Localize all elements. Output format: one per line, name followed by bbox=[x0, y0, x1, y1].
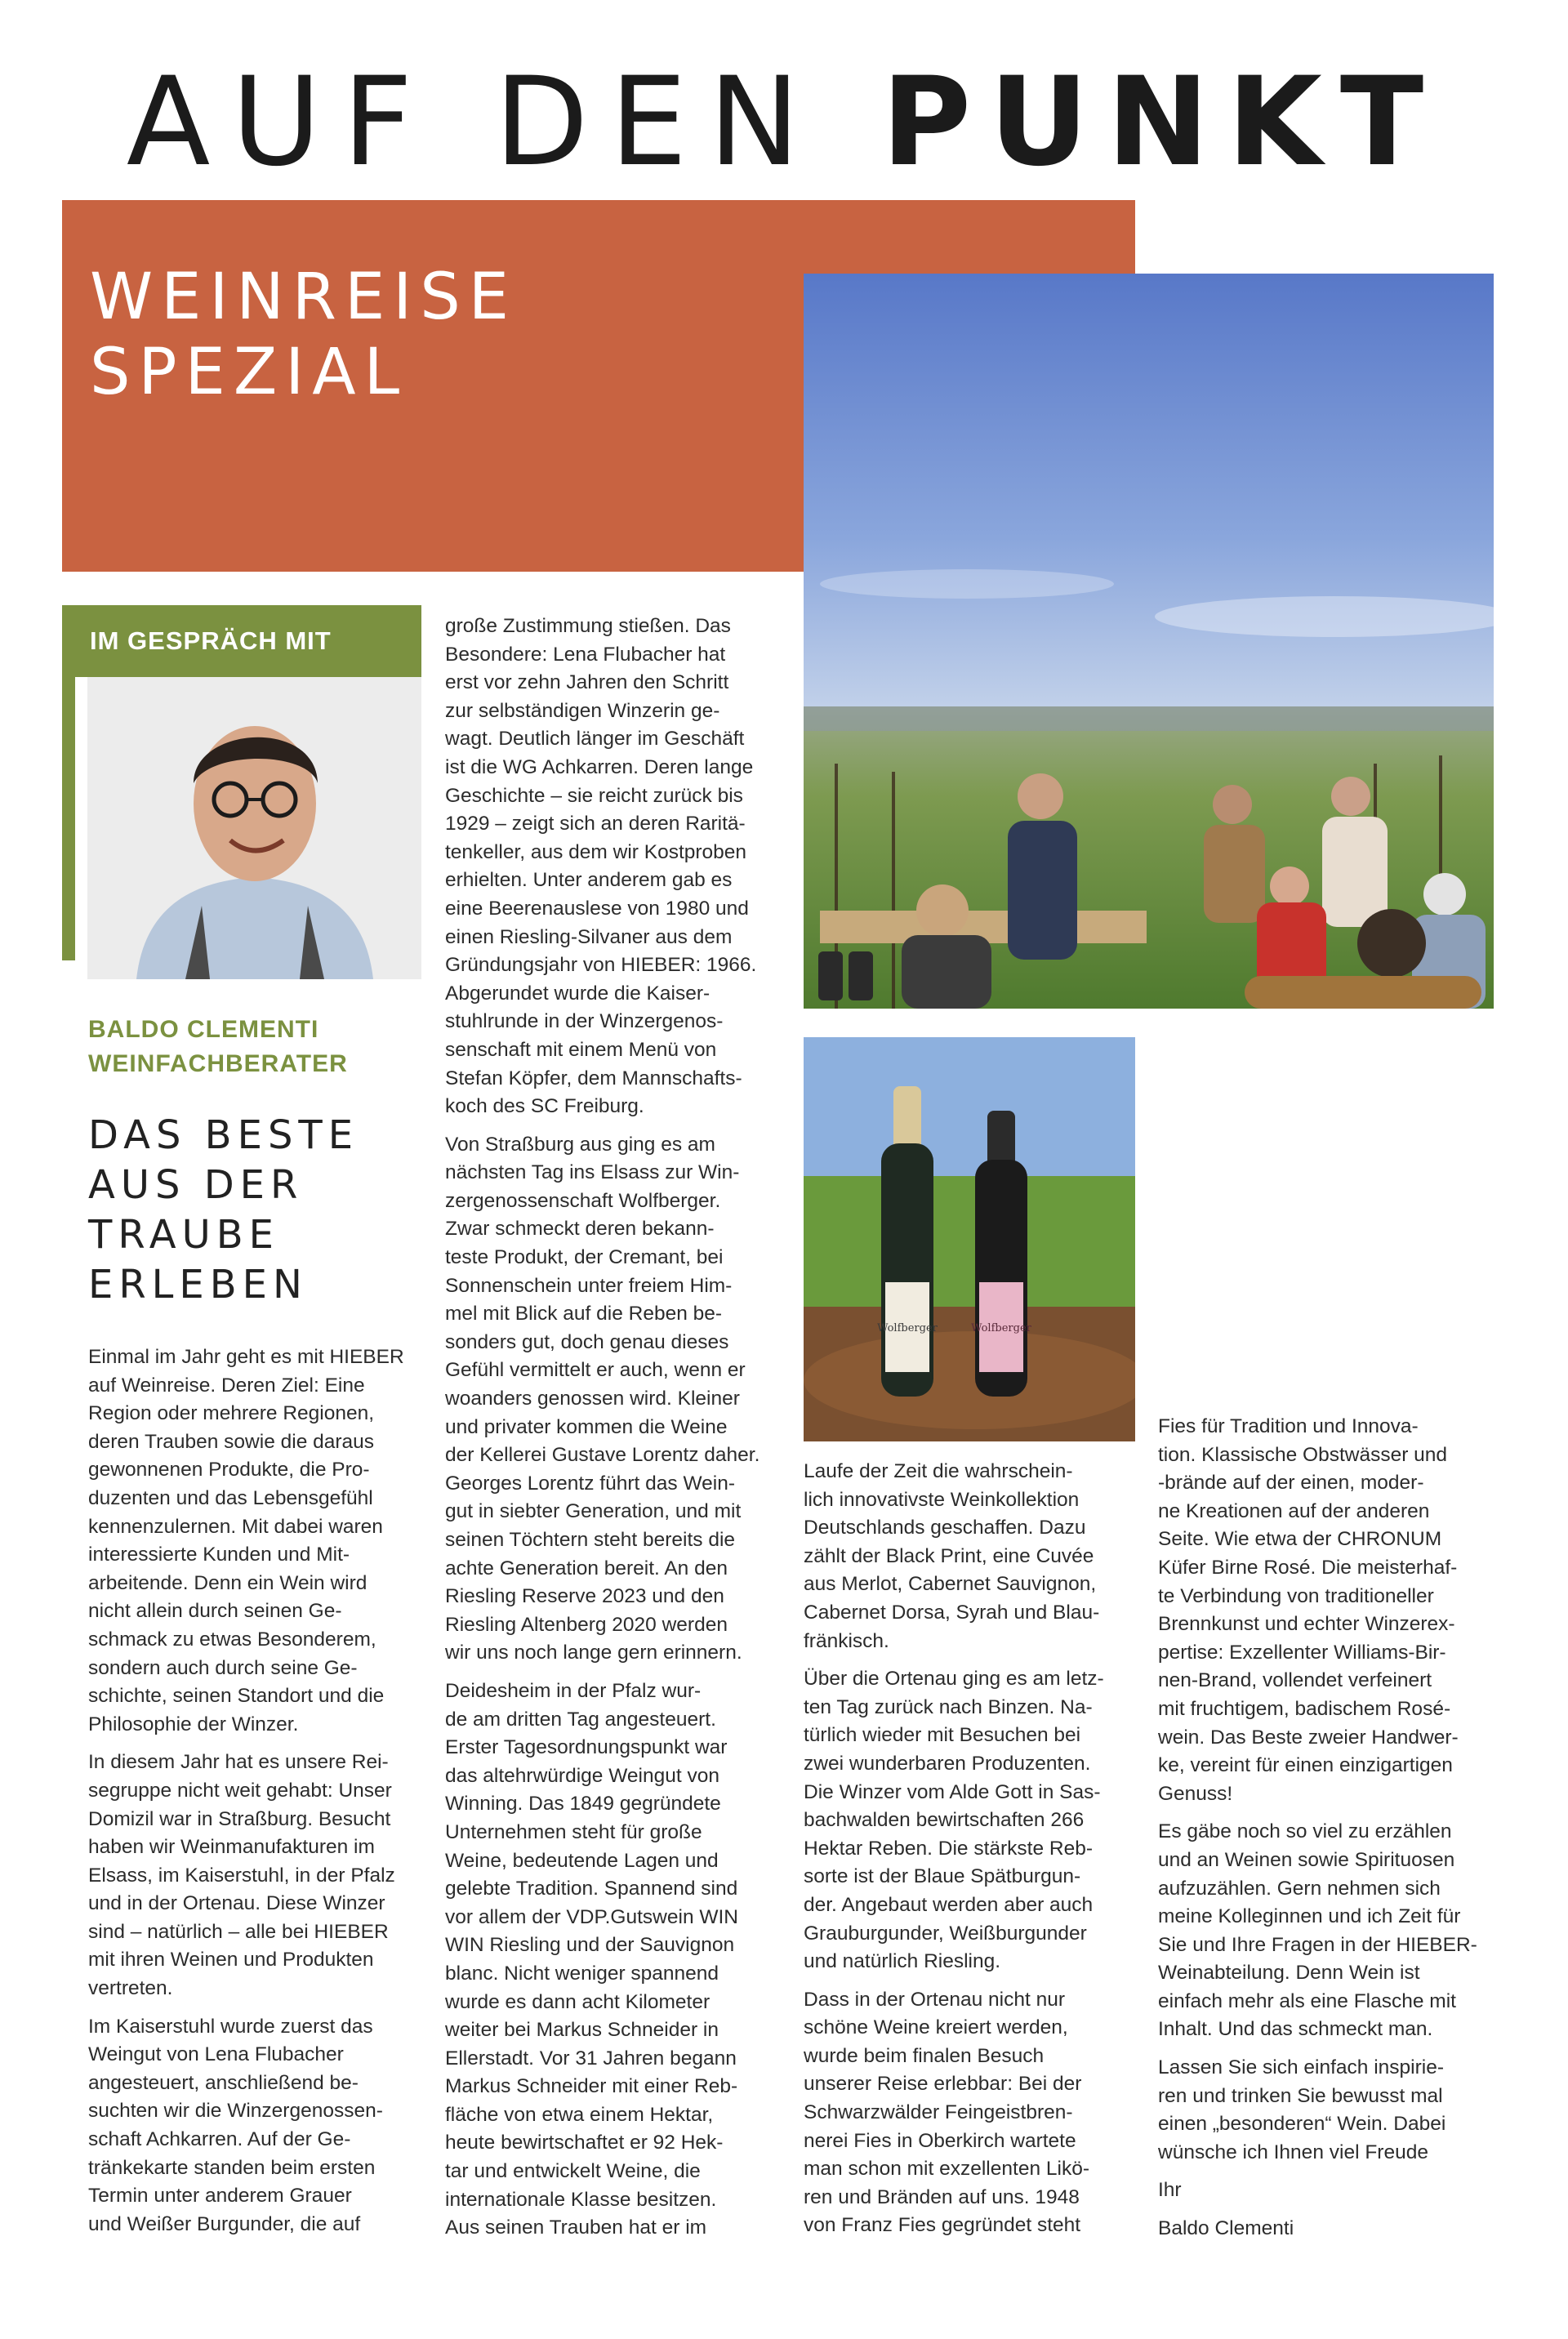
article-line: Erster Tagesordnungspunkt war bbox=[445, 1736, 728, 1759]
article-line: de am dritten Tag angesteuert. bbox=[445, 1708, 716, 1731]
article-line: meine Kolleginnen und ich Zeit für bbox=[1158, 1905, 1461, 1928]
article-line: wurde es dann acht Kilometer bbox=[445, 1990, 710, 2013]
article-line: ist die WG Achkarren. Deren lange bbox=[445, 755, 754, 778]
article-paragraph bbox=[88, 1343, 431, 1739]
article-paragraph bbox=[445, 613, 788, 1121]
article-line: schaft Achkarren. Auf der Ge- bbox=[88, 2128, 351, 2151]
article-line: Baldo Clementi bbox=[1158, 2217, 1294, 2240]
article-column-1 bbox=[88, 1343, 431, 2248]
article-line: wein. Das Beste zweier Handwer- bbox=[1158, 1726, 1459, 1749]
headline-line1: DAS BESTE bbox=[88, 1112, 359, 1158]
article-line: Weine, bedeutende Lagen und bbox=[445, 1849, 719, 1872]
article-line: Deutschlands geschaffen. Dazu bbox=[804, 1517, 1086, 1539]
article-line: mit fruchtigem, badischem Rosé- bbox=[1158, 1697, 1451, 1720]
article-paragraph bbox=[88, 1749, 431, 2003]
article-line: der. Angebaut werden aber auch bbox=[804, 1893, 1094, 1916]
article-paragraph bbox=[445, 1131, 788, 1668]
article-line: lich innovativste Weinkollektion bbox=[804, 1488, 1080, 1511]
article-line: Es gäbe noch so viel zu erzählen bbox=[1158, 1820, 1452, 1843]
article-line: einfach mehr als eine Flasche mit bbox=[1158, 1989, 1456, 2012]
article-line: von Franz Fies gegründet steht bbox=[804, 2214, 1081, 2237]
article-line: ren und trinken Sie bewusst mal bbox=[1158, 2084, 1443, 2107]
article-line: Markus Schneider mit einer Reb- bbox=[445, 2075, 738, 2098]
article-line: nerei Fies in Oberkirch wartete bbox=[804, 2129, 1076, 2152]
article-line: sonders gut, doch genau dieses bbox=[445, 1330, 729, 1353]
article-line: sorte ist der Blaue Spätburgun- bbox=[804, 1865, 1081, 1888]
headline-line4: ERLEBEN bbox=[88, 1262, 308, 1308]
article-column-3 bbox=[804, 1458, 1138, 2250]
article-line: und privater kommen die Weine bbox=[445, 1415, 728, 1438]
article-line: ten Tag zurück nach Binzen. Na- bbox=[804, 1695, 1093, 1718]
article-paragraph bbox=[804, 1986, 1138, 2240]
article-line: und Weißer Burgunder, die auf bbox=[88, 2212, 361, 2235]
article-line: Termin unter anderem Grauer bbox=[88, 2185, 352, 2208]
article-line: Weingut von Lena Flubacher bbox=[88, 2043, 344, 2066]
article-paragraph bbox=[88, 2013, 431, 2239]
article-line: Elsass, im Kaiserstuhl, in der Pfalz bbox=[88, 1864, 395, 1887]
article-paragraph bbox=[1158, 2054, 1501, 2167]
article-line: erhielten. Unter anderem gab es bbox=[445, 869, 733, 892]
article-line: Schwarzwälder Feingeistbren- bbox=[804, 2101, 1073, 2124]
article-line: Von Straßburg aus ging es am bbox=[445, 1133, 715, 1156]
article-line: vertreten. bbox=[88, 1977, 173, 2000]
article-line: gewonnenen Produkte, die Pro- bbox=[88, 1459, 370, 1481]
article-line: duzenten und das Lebensgefühl bbox=[88, 1486, 373, 1509]
article-line: arbeitende. Denn ein Wein wird bbox=[88, 1571, 368, 1594]
bottle-left-label: Wolfberger bbox=[877, 1322, 938, 1334]
article-line: Laufe der Zeit die wahrschein- bbox=[804, 1460, 1073, 1482]
article-line: angesteuert, anschließend be- bbox=[88, 2071, 359, 2094]
article-paragraph bbox=[1158, 1413, 1501, 1808]
article-line: zur selbständigen Winzerin ge- bbox=[445, 699, 720, 722]
masthead bbox=[0, 45, 1568, 200]
article-line: der Kellerei Gustave Lorentz daher. bbox=[445, 1444, 760, 1467]
article-line: koch des SC Freiburg. bbox=[445, 1095, 644, 1118]
article-line: wünsche ich Ihnen viel Freude bbox=[1158, 2141, 1428, 2163]
article-line: ne Kreationen auf der anderen bbox=[1158, 1499, 1430, 1522]
article-line: Seite. Wie etwa der CHRONUM bbox=[1158, 1528, 1442, 1551]
author-block bbox=[88, 1013, 348, 1081]
article-line: Deidesheim in der Pfalz wur- bbox=[445, 1679, 702, 1702]
article-line: auf Weinreise. Deren Ziel: Eine bbox=[88, 1374, 365, 1397]
article-line: schöne Weine kreiert werden, bbox=[804, 2016, 1068, 2039]
article-line: Dass in der Ortenau nicht nur bbox=[804, 1988, 1066, 2011]
article-line: und in der Ortenau. Diese Winzer bbox=[88, 1892, 385, 1915]
article-line: woanders genossen wird. Kleiner bbox=[445, 1388, 740, 1410]
article-line: Stefan Köpfer, dem Mannschafts- bbox=[445, 1067, 742, 1089]
article-line: haben wir Weinmanufakturen im bbox=[88, 1836, 375, 1859]
article-line: Einmal im Jahr geht es mit HIEBER bbox=[88, 1346, 404, 1368]
article-line: wurde beim finalen Besuch bbox=[804, 2044, 1045, 2067]
article-line: Genuss! bbox=[1158, 1782, 1233, 1805]
article-line: Aus seinen Trauben hat er im bbox=[445, 2216, 707, 2239]
article-line: interessierte Kunden und Mit- bbox=[88, 1544, 350, 1566]
section-title-line2: SPEZIAL bbox=[90, 336, 408, 409]
article-line: nicht allein durch seinen Ge- bbox=[88, 1600, 342, 1623]
article-line: Hektar Reben. Die stärkste Reb- bbox=[804, 1837, 1094, 1860]
article-line: Georges Lorentz führt das Wein- bbox=[445, 1472, 735, 1495]
headline-line3: TRAUBE bbox=[88, 1212, 279, 1258]
article-line: kennenzulernen. Mit dabei waren bbox=[88, 1515, 383, 1538]
article-line: und an Weinen sowie Spirituosen bbox=[1158, 1848, 1455, 1871]
article-line: pertise: Exzellenter Williams-Bir- bbox=[1158, 1641, 1446, 1664]
article-line: Im Kaiserstuhl wurde zuerst das bbox=[88, 2015, 373, 2038]
article-line: und natürlich Riesling. bbox=[804, 1950, 1001, 1973]
article-line: fläche von etwa einem Hektar, bbox=[445, 2103, 714, 2126]
article-line: mel mit Blick auf die Reben be- bbox=[445, 1303, 723, 1325]
masthead-part1: AUF DEN bbox=[126, 51, 822, 194]
article-line: zergenossenschaft Wolfberger. bbox=[445, 1189, 721, 1212]
article-line: teste Produkt, der Cremant, bei bbox=[445, 1246, 724, 1269]
article-line: Sie und Ihre Fragen in der HIEBER- bbox=[1158, 1933, 1477, 1956]
article-line: mit ihren Weinen und Produkten bbox=[88, 1949, 374, 1971]
article-line: Gründungsjahr von HIEBER: 1966. bbox=[445, 954, 757, 977]
article-paragraph bbox=[1158, 2215, 1501, 2243]
article-line: Region oder mehrere Regionen, bbox=[88, 1402, 375, 1425]
article-line: türlich wieder mit Besuchen bei bbox=[804, 1724, 1081, 1747]
article-line: Riesling Altenberg 2020 werden bbox=[445, 1613, 728, 1636]
article-line: Die Winzer vom Alde Gott in Sas- bbox=[804, 1780, 1101, 1803]
article-line: vor allem der VDP.Gutswein WIN bbox=[445, 1905, 738, 1928]
article-line: In diesem Jahr hat es unsere Rei- bbox=[88, 1751, 389, 1774]
article-headline bbox=[88, 1111, 359, 1310]
article-line: Weinabteilung. Denn Wein ist bbox=[1158, 1962, 1420, 1985]
article-line: Philosophie der Winzer. bbox=[88, 1713, 299, 1735]
article-line: seinen Töchtern steht bereits die bbox=[445, 1529, 736, 1551]
article-line: schmack zu etwas Besonderem, bbox=[88, 1628, 376, 1651]
article-column-4 bbox=[1158, 1413, 1501, 2253]
article-line: Brennkunst und echter Winzerex- bbox=[1158, 1613, 1455, 1636]
article-line: ren und Bränden auf uns. 1948 bbox=[804, 2185, 1080, 2208]
article-line: deren Trauben sowie die daraus bbox=[88, 1430, 375, 1453]
interview-label: IM GESPRÄCH MIT bbox=[90, 626, 332, 655]
article-line: segruppe nicht weit gehabt: Unser bbox=[88, 1779, 392, 1802]
article-line: Abgerundet wurde die Kaiser- bbox=[445, 982, 710, 1005]
article-line: zählt der Black Print, eine Cuvée bbox=[804, 1544, 1094, 1567]
article-paragraph bbox=[804, 1458, 1138, 1655]
article-line: nen-Brand, vollendet verfeinert bbox=[1158, 1669, 1432, 1692]
article-line: Lassen Sie sich einfach inspirie- bbox=[1158, 2056, 1444, 2079]
article-line: man schon mit exzellenten Likö- bbox=[804, 2158, 1089, 2181]
article-column-2 bbox=[445, 613, 788, 2252]
vineyard-group-photo bbox=[804, 274, 1494, 1009]
article-line: eine Beerenauslese von 1980 und bbox=[445, 897, 749, 920]
article-line: unserer Reise erlebbar: Bei der bbox=[804, 2073, 1082, 2096]
article-paragraph bbox=[804, 1665, 1138, 1976]
article-line: wir uns noch lange gern erinnern. bbox=[445, 1642, 742, 1664]
interview-header bbox=[62, 605, 421, 677]
article-line: nächsten Tag ins Elsass zur Win- bbox=[445, 1161, 740, 1184]
article-line: sondern auch durch seine Ge- bbox=[88, 1656, 358, 1679]
article-line: Zwar schmeckt deren bekann- bbox=[445, 1218, 715, 1241]
article-line: Sonnenschein unter freiem Him- bbox=[445, 1274, 733, 1297]
article-line: wagt. Deutlich länger im Geschäft bbox=[445, 728, 745, 751]
article-line: Unternehmen steht für große bbox=[445, 1820, 702, 1843]
article-line: Ihr bbox=[1158, 2179, 1182, 2202]
article-line: gut in siebter Generation, und mit bbox=[445, 1500, 742, 1523]
article-line: zwei wunderbaren Produzenten. bbox=[804, 1752, 1091, 1775]
article-line: gelebte Tradition. Spannend sind bbox=[445, 1878, 738, 1900]
article-line: tränkekarte standen beim ersten bbox=[88, 2156, 376, 2179]
headline-line2: AUS DER bbox=[88, 1162, 304, 1208]
article-line: einen „besonderen“ Wein. Dabei bbox=[1158, 2113, 1446, 2136]
article-line: heute bewirtschaftet er 92 Hek- bbox=[445, 2132, 724, 2154]
article-line: internationale Klasse besitzen. bbox=[445, 2188, 717, 2211]
author-name: BALDO CLEMENTI bbox=[88, 1016, 319, 1043]
article-line: Gefühl vermittelt er auch, wenn er bbox=[445, 1359, 746, 1382]
article-line: blanc. Nicht weniger spannend bbox=[445, 1962, 719, 1985]
article-paragraph bbox=[1158, 1818, 1501, 2044]
article-line: 1929 – zeigt sich an deren Raritä- bbox=[445, 813, 746, 835]
article-line: aus Merlot, Cabernet Sauvignon, bbox=[804, 1573, 1097, 1596]
article-line: Winning. Das 1849 gegründete bbox=[445, 1793, 721, 1816]
article-line: suchten wir die Winzergenossen- bbox=[88, 2100, 383, 2123]
article-line: Ellerstadt. Vor 31 Jahren begann bbox=[445, 2047, 737, 2069]
wine-bottles-photo bbox=[804, 1037, 1135, 1441]
section-title-line1: WEINREISE bbox=[90, 261, 518, 334]
article-line: schichte, seinen Standort und die bbox=[88, 1685, 385, 1708]
article-line: Domizil war in Straßburg. Besucht bbox=[88, 1807, 391, 1830]
article-line: senschaft mit einem Menü von bbox=[445, 1038, 717, 1061]
article-line: Besondere: Lena Flubacher hat bbox=[445, 643, 726, 666]
article-line: tenkeller, aus dem wir Kostproben bbox=[445, 840, 747, 863]
article-line: erst vor zehn Jahren den Schritt bbox=[445, 671, 729, 694]
bottle-right-label: Wolfberger bbox=[971, 1322, 1031, 1334]
article-line: Inhalt. Und das schmeckt man. bbox=[1158, 2018, 1433, 2041]
article-line: einen Riesling-Silvaner aus dem bbox=[445, 925, 733, 948]
article-line: -brände auf der einen, moder- bbox=[1158, 1472, 1424, 1495]
article-line: das altehrwürdige Weingut von bbox=[445, 1764, 719, 1787]
article-line: ke, vereint für einen einzigartigen bbox=[1158, 1754, 1453, 1777]
article-line: Grauburgunder, Weißburgunder bbox=[804, 1922, 1087, 1945]
article-line: sind – natürlich – alle bei HIEBER bbox=[88, 1920, 389, 1943]
section-title bbox=[90, 260, 517, 410]
article-line: achte Generation bereit. An den bbox=[445, 1557, 728, 1579]
article-line: Küfer Birne Rosé. Die meisterhaf- bbox=[1158, 1556, 1458, 1579]
author-role: WEINFACHBERATER bbox=[88, 1050, 348, 1077]
author-portrait bbox=[87, 677, 421, 979]
article-line: fränkisch. bbox=[804, 1629, 889, 1652]
article-line: stuhlrunde in der Winzergenos- bbox=[445, 1010, 724, 1033]
article-line: Cabernet Dorsa, Syrah und Blau- bbox=[804, 1601, 1100, 1624]
article-line: große Zustimmung stießen. Das bbox=[445, 615, 731, 637]
article-line: aufzuzählen. Gern nehmen sich bbox=[1158, 1877, 1441, 1900]
article-line: Riesling Reserve 2023 und den bbox=[445, 1585, 724, 1608]
article-line: WIN Riesling und der Sauvignon bbox=[445, 1934, 735, 1957]
article-paragraph bbox=[445, 1677, 788, 2243]
article-line: tar und entwickelt Weine, die bbox=[445, 2160, 701, 2183]
article-paragraph bbox=[1158, 2176, 1501, 2205]
article-line: tion. Klassische Obstwässer und bbox=[1158, 1443, 1448, 1466]
article-line: bachwalden bewirtschaften 266 bbox=[804, 1809, 1085, 1832]
article-line: te Verbindung von traditioneller bbox=[1158, 1584, 1434, 1607]
article-line: weiter bei Markus Schneider in bbox=[445, 2019, 719, 2042]
article-line: Fies für Tradition und Innova- bbox=[1158, 1415, 1419, 1437]
article-line: Geschichte – sie reicht zurück bis bbox=[445, 784, 743, 807]
article-line: Über die Ortenau ging es am letz- bbox=[804, 1668, 1104, 1691]
masthead-part2: PUNKT bbox=[881, 51, 1442, 194]
